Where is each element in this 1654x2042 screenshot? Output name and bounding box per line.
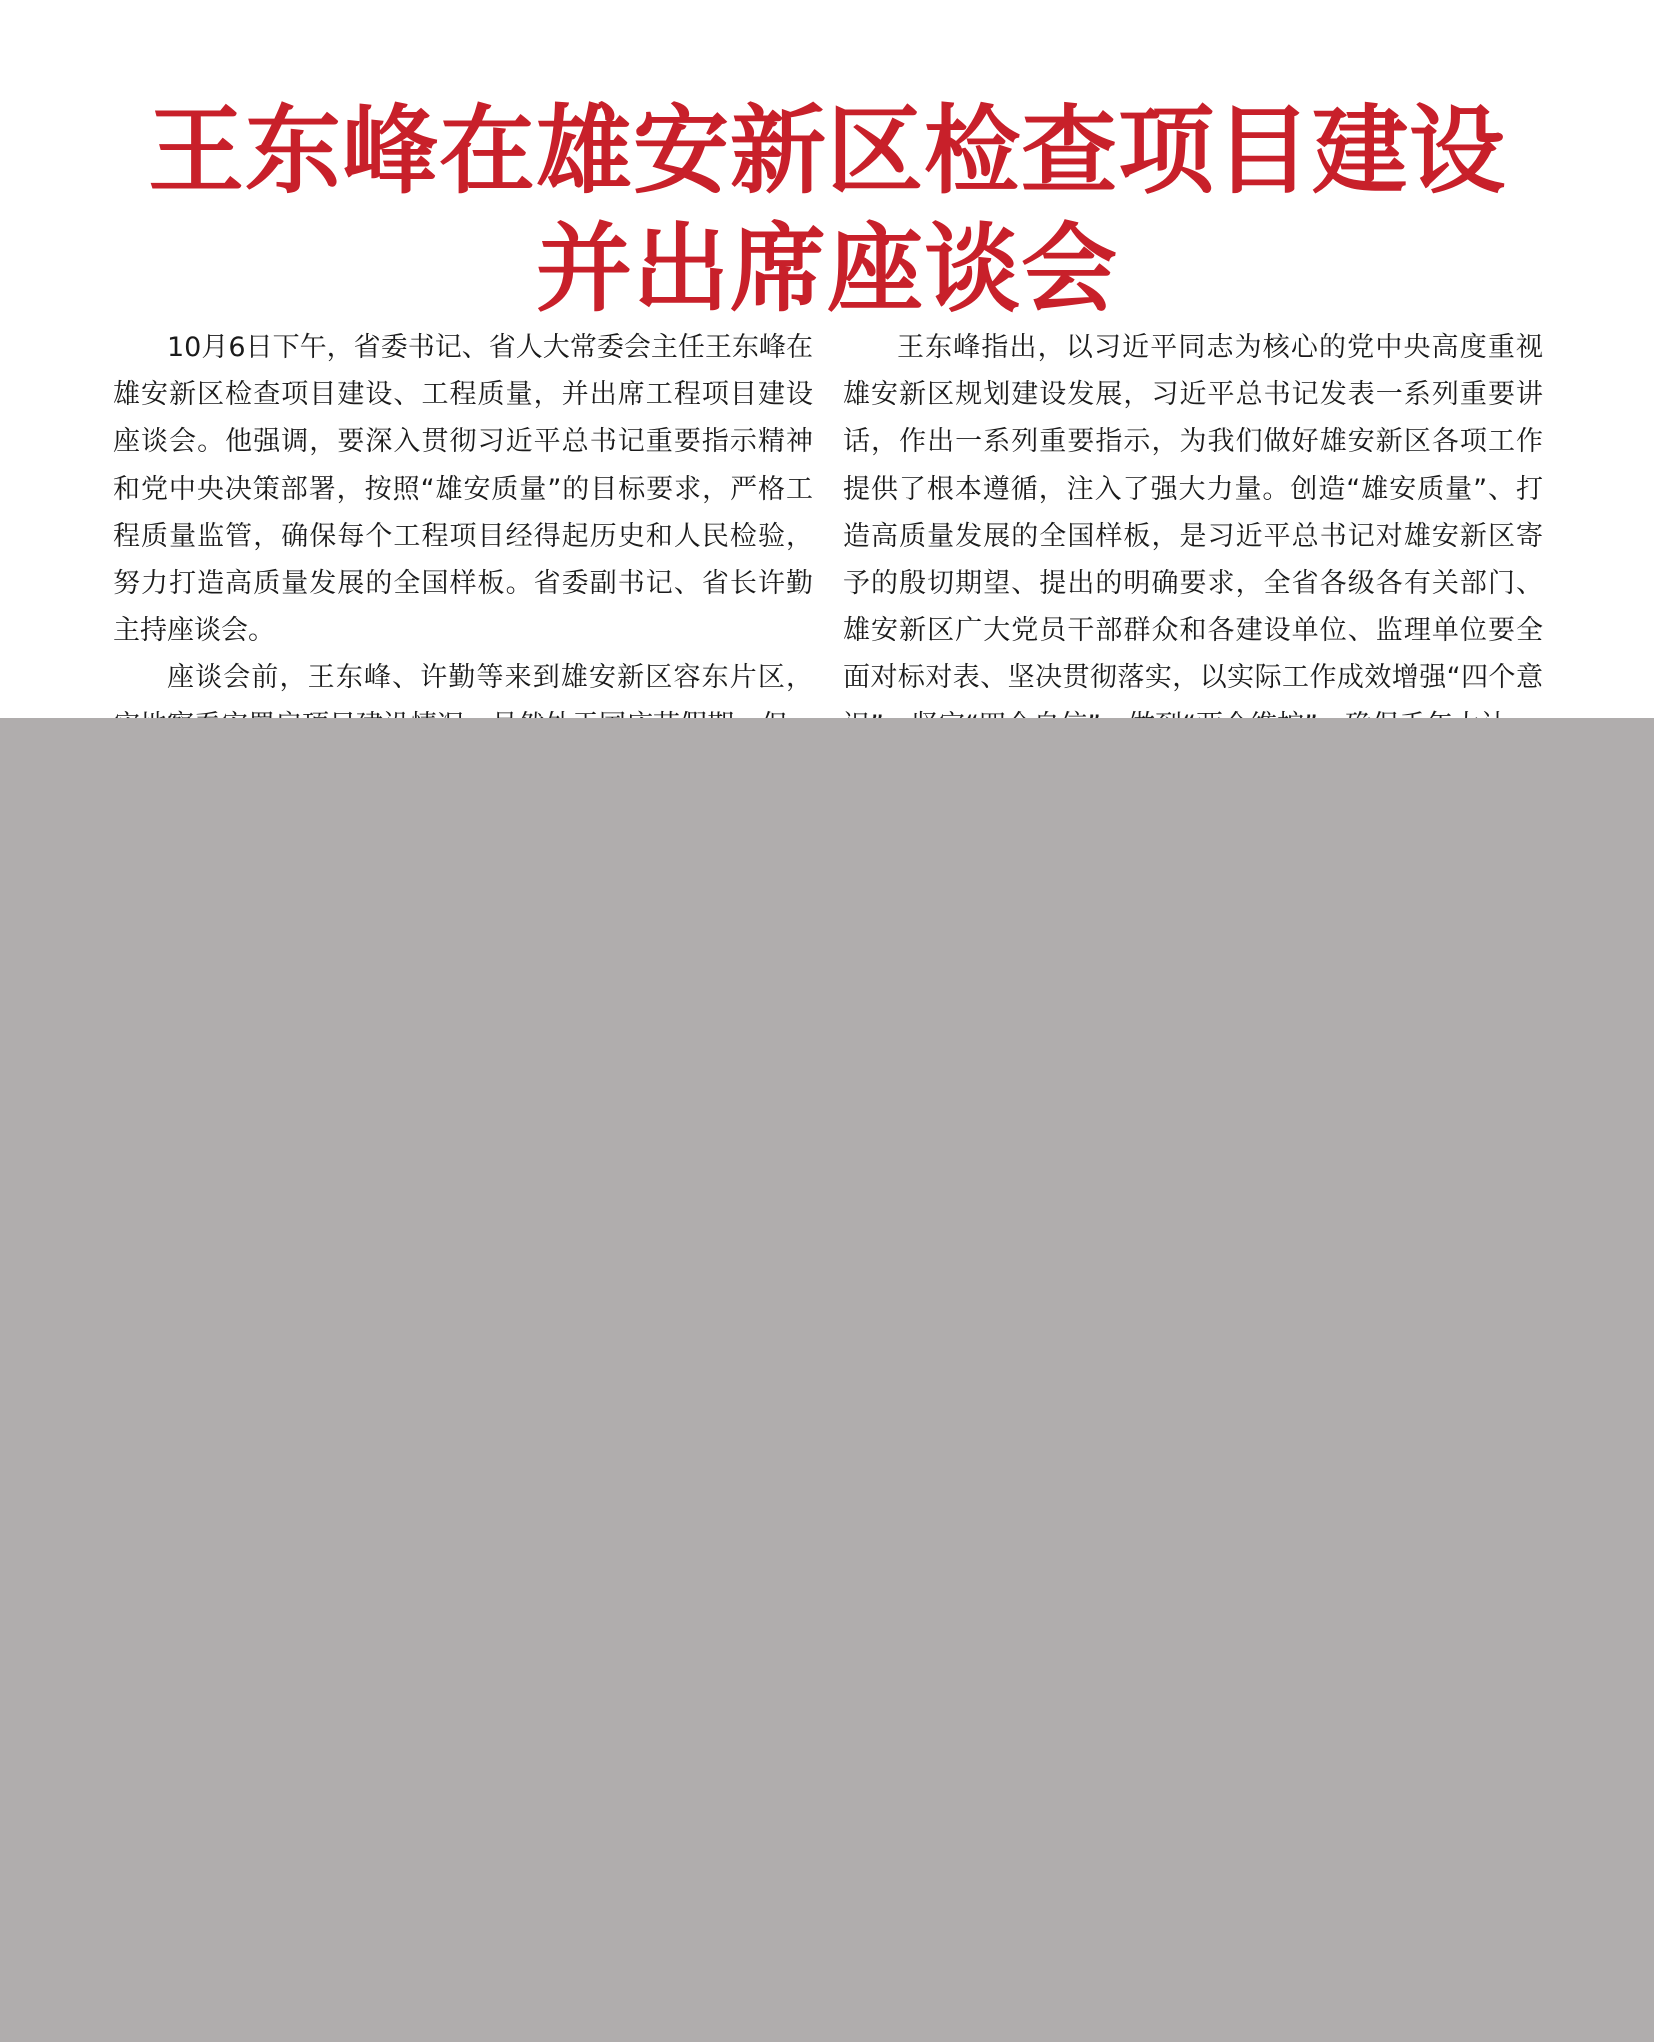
headline-line-2: 并出席座谈会 bbox=[536, 212, 1118, 326]
gray-cover-block bbox=[0, 718, 1654, 2042]
paragraph: 座谈会前，王东峰、许勤等来到雄安新区容东片区， bbox=[167, 662, 813, 694]
article-headline bbox=[0, 92, 1654, 328]
right-text-column bbox=[843, 324, 1543, 719]
left-text-column bbox=[113, 324, 813, 719]
paragraph: 王东峰指出，以习近平同志为核心的党中央高度重视雄安新区规划建设发展，习近平总书记发表一系列重要讲话，作出一系列重要指示，为我们做好雄安新区各项工作提供了根本遵循，注入了强大力量。创造“雄安质量”、打造高质量发展的全国样板，是习近平总书记对雄安新区寄予的殷切期望、提出的明确要求，全省各级各有关部门、雄安新区广大党员干部群众和各建设单位、监理单位要全面对标对表、坚决贯彻落实，以实际工作成效增强“四个意 bbox=[843, 332, 1543, 694]
headline-line-1: 王东峰在雄安新区检查项目建设 bbox=[148, 94, 1506, 208]
paragraph: 10月6日下午，省委书记、省人大常委会主任王东峰在雄安新区检查项目建设、工程质量，并出席工程项目建设座谈会。他强调，要深入贯彻习近平总书记重要指示精神和党中央决策部署，按照“雄安质量”的目标要求，严格工程质量监管，确保每个工程项目经得起历史和人民检验，努力打造高质量发展的全国样板。省委副书记、省长许勤主持座谈会。 bbox=[113, 332, 813, 647]
